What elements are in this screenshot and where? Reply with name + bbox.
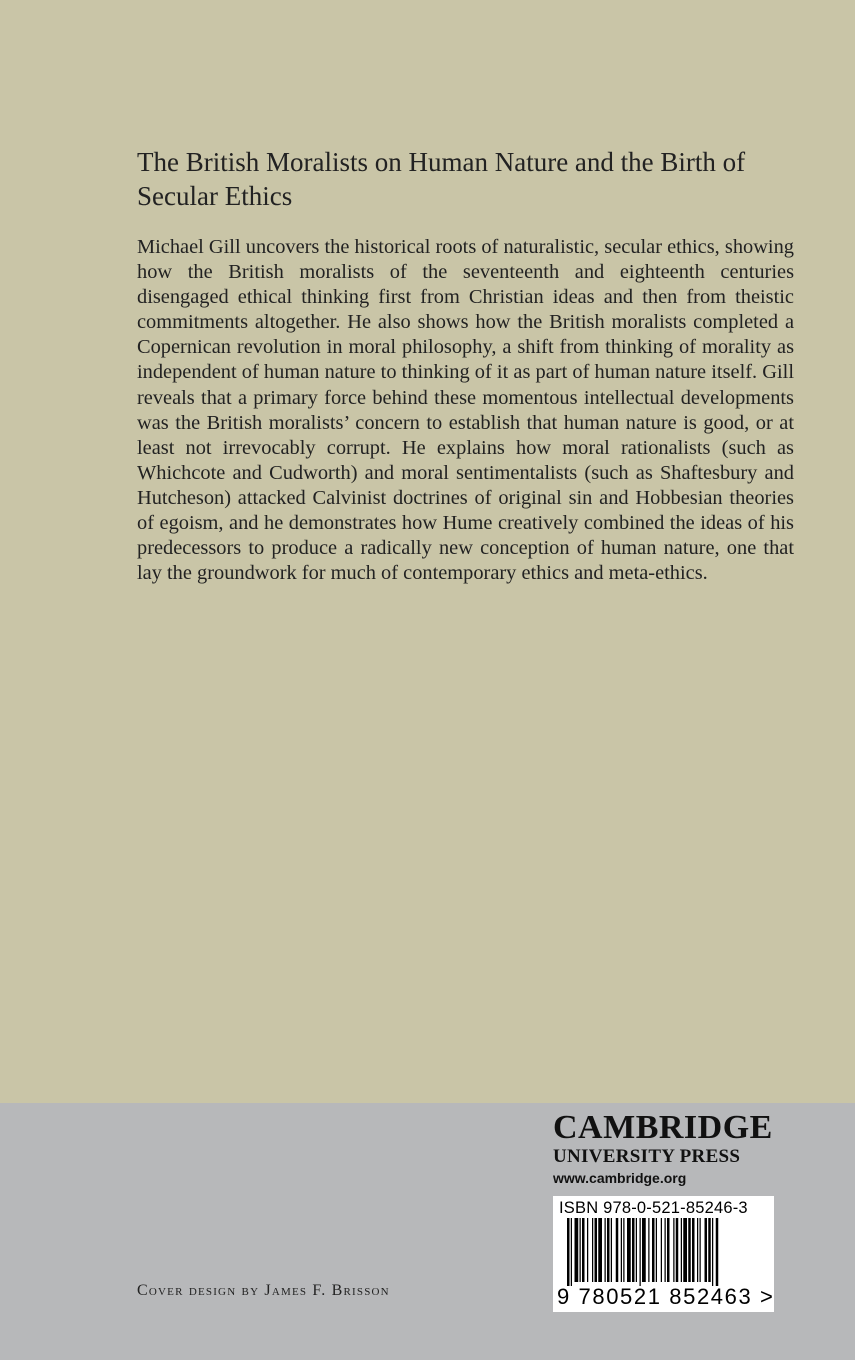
barcode-bar bbox=[640, 1218, 641, 1286]
barcode-bar bbox=[705, 1218, 708, 1282]
book-description: Michael Gill uncovers the historical roots of naturalistic, secular ethics, showing how the British moralists of the seventeenth and eighteenth centuries disengaged ethical thinking first from Christian ideas and then from theistic commitments altogether. He also shows how the British moralists completed a Copernican revolution in moral philosophy, a shift from thinking of morality as independent of human nature to thinking of it as part of human nature itself. Gill reveals that a primary force behind these momentous intellectual developments was the British moralists’ concern to establish that human nature is good, or at least not irrevocably corrupt. He explains how moral rationalists (such as Whichcote and Cudworth) and moral sentimentalists (such as Shaftesbury and Hutcheson) attacked Calvinist doctrines of original sin and Hobbesian theories of egoism, and he demonstrates how Hume creatively combined the ideas of his predecessors to produce a radically new conception of human nature, one that lay the groundwork for much of contemporary ethics and meta-ethics. bbox=[137, 236, 794, 585]
barcode-bar bbox=[636, 1218, 637, 1282]
barcode-bar bbox=[623, 1218, 624, 1282]
barcode-icon bbox=[553, 1216, 774, 1286]
barcode-bar bbox=[642, 1218, 646, 1282]
barcode-bar bbox=[667, 1218, 670, 1282]
barcode-bar bbox=[683, 1218, 687, 1282]
barcode-bar bbox=[616, 1218, 619, 1282]
barcode-digits: 9 780521 852463 > bbox=[557, 1284, 775, 1309]
publisher-block bbox=[553, 1110, 793, 1188]
barcode-bar bbox=[661, 1218, 662, 1282]
barcode-bar bbox=[676, 1218, 679, 1282]
book-title: The British Moralists on Human Nature and the Birth of Secular Ethics bbox=[137, 147, 746, 211]
publisher-name: CAMBRIDGE bbox=[553, 1109, 773, 1146]
barcode-bar bbox=[681, 1218, 682, 1282]
barcode-bar bbox=[716, 1218, 719, 1286]
barcode-bar bbox=[611, 1218, 612, 1282]
barcode-bar bbox=[587, 1218, 588, 1282]
barcode-bar bbox=[665, 1218, 666, 1282]
barcode-bar bbox=[567, 1218, 570, 1286]
barcode-bar bbox=[592, 1218, 593, 1282]
isbn-label: ISBN 978-0-521-85246-3 bbox=[559, 1199, 748, 1217]
publisher-url: www.cambridge.org bbox=[553, 1170, 687, 1186]
barcode-bar bbox=[708, 1218, 711, 1282]
barcode-bar bbox=[697, 1218, 698, 1282]
barcode-bar bbox=[700, 1218, 701, 1282]
barcode-bar bbox=[582, 1218, 585, 1282]
barcode-bar bbox=[692, 1218, 695, 1282]
barcode-bar bbox=[605, 1218, 606, 1282]
cover-design-credit: Cover design by James F. Brisson bbox=[137, 1282, 390, 1299]
barcode-bar bbox=[627, 1218, 631, 1282]
barcode-bar bbox=[571, 1218, 572, 1286]
barcode-bar bbox=[673, 1218, 674, 1282]
barcode-bar bbox=[656, 1218, 657, 1282]
barcode-bar bbox=[648, 1218, 649, 1282]
barcode-bar bbox=[595, 1218, 598, 1282]
barcode-bar bbox=[580, 1218, 581, 1282]
barcode-bar bbox=[621, 1218, 622, 1282]
barcode-box bbox=[553, 1196, 774, 1312]
publisher-subtitle: UNIVERSITY PRESS bbox=[553, 1146, 741, 1167]
barcode-bar bbox=[575, 1218, 579, 1282]
barcode-bar bbox=[598, 1218, 602, 1282]
barcode-bar bbox=[688, 1218, 691, 1282]
barcode-bar bbox=[632, 1218, 635, 1282]
barcode-bar bbox=[652, 1218, 655, 1282]
barcode-bar bbox=[712, 1218, 713, 1286]
barcode-bar bbox=[607, 1218, 610, 1282]
